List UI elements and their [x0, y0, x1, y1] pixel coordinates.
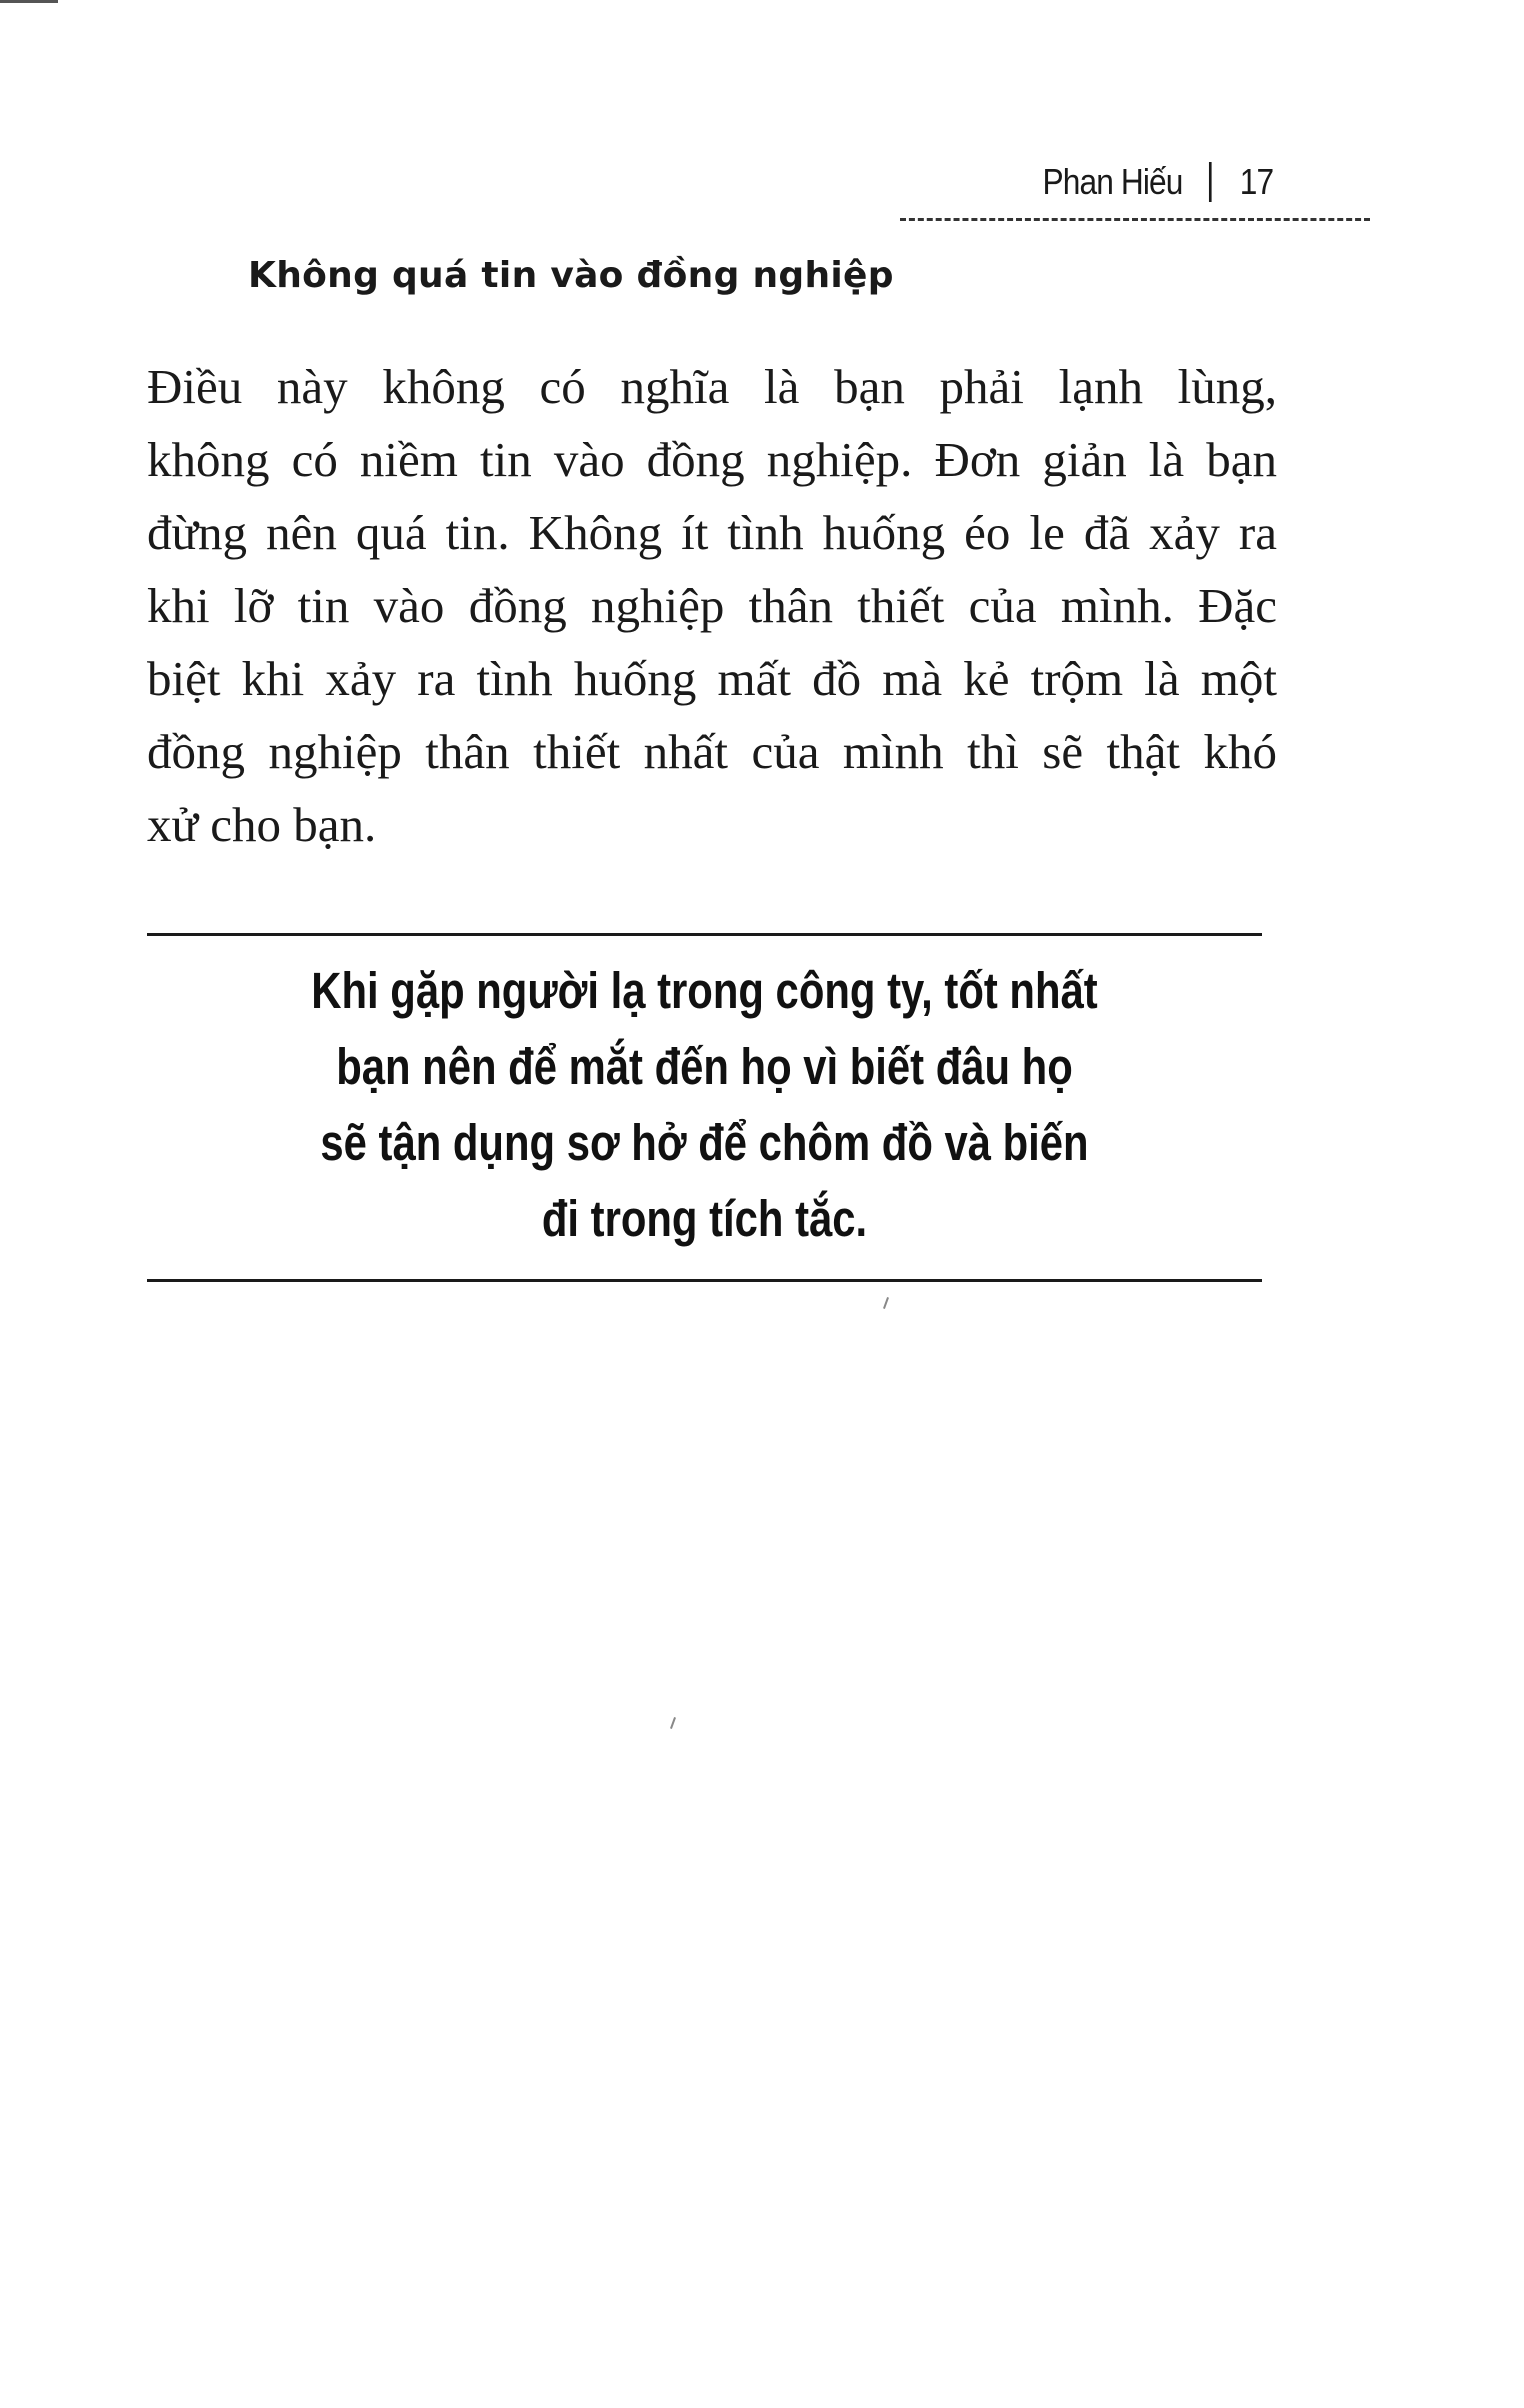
body-line: không có niềm tin vào đồng nghiệp. Đơn giản là bạn	[147, 432, 1277, 487]
running-header	[900, 152, 1370, 222]
pull-quote	[147, 953, 1262, 1257]
scan-speck	[883, 1297, 889, 1309]
pull-quote-line: Khi gặp người lạ trong công ty, tốt nhất	[311, 962, 1098, 1019]
pull-quote-line: đi trong tích tắc.	[541, 1190, 868, 1247]
header-dashed-rule	[900, 218, 1370, 221]
callout-bottom-rule	[147, 1279, 1262, 1282]
header-separator	[1209, 162, 1212, 202]
body-paragraph	[147, 350, 1277, 861]
body-line: khi lỡ tin vào đồng nghiệp thân thiết của mình. Đặc	[147, 578, 1277, 633]
section-title: Không quá tin vào đồng nghiệp	[248, 255, 894, 296]
body-line: biệt khi xảy ra tình huống mất đồ mà kẻ trộm là một	[147, 651, 1277, 706]
body-line: xử cho bạn.	[147, 797, 377, 852]
pull-quote-line: bạn nên để mắt đến họ vì biết đâu họ	[336, 1038, 1073, 1095]
scan-edge-mark	[0, 0, 58, 3]
page-number: 17	[1239, 161, 1274, 202]
body-line: đồng nghiệp thân thiết nhất của mình thì sẽ thật khó	[147, 724, 1277, 779]
header-text	[956, 152, 1370, 212]
body-line: đừng nên quá tin. Không ít tình huống éo le đã xảy ra	[147, 505, 1277, 560]
scan-speck	[670, 1717, 676, 1729]
header-author: Phan Hiếu	[1042, 161, 1183, 202]
body-line: Điều này không có nghĩa là bạn phải lạnh lùng,	[147, 359, 1277, 414]
callout-top-rule	[147, 933, 1262, 936]
pull-quote-line: sẽ tận dụng sơ hở để chôm đồ và biến	[320, 1114, 1089, 1171]
